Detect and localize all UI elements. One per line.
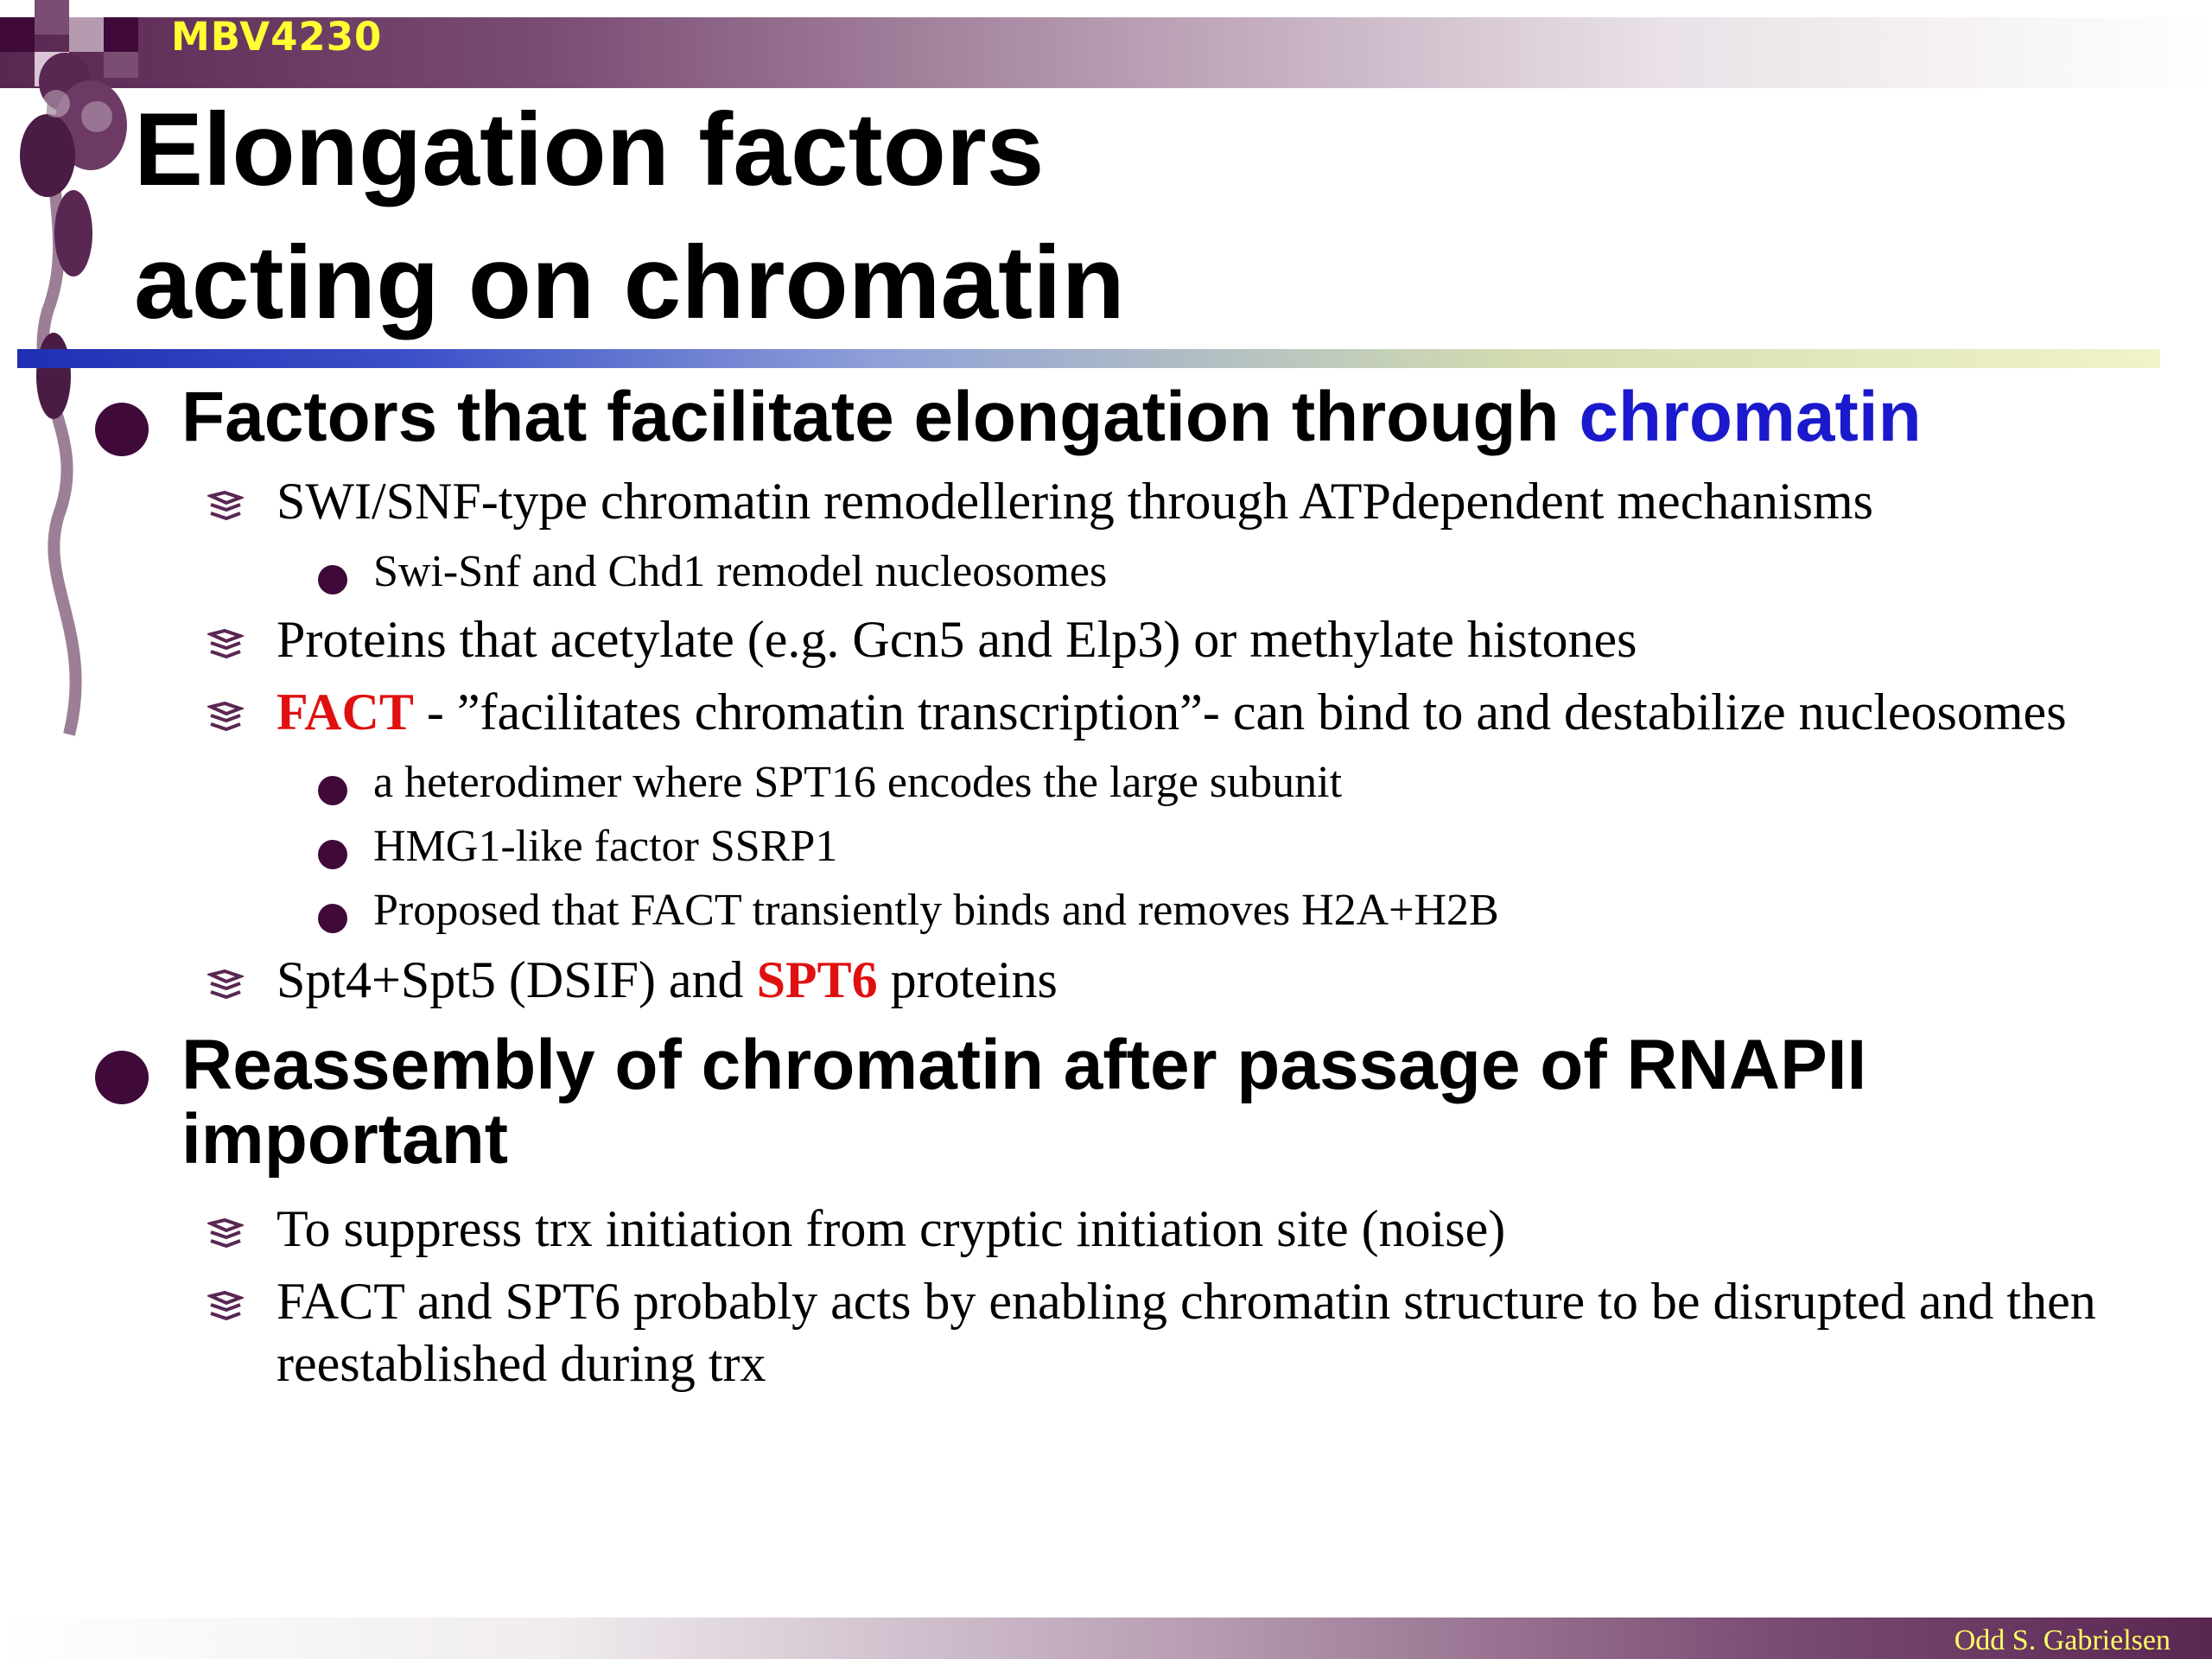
bullet-dot-icon xyxy=(318,904,347,933)
course-code-label: MBV4230 xyxy=(171,14,383,60)
bullet-dot-icon xyxy=(95,403,149,456)
book-stack-icon xyxy=(207,1289,244,1324)
spt6-highlight: SPT6 xyxy=(756,951,878,1008)
sub-bullet-text: SWI/SNF-type chromatin remodellering through ATPdependent mechanisms xyxy=(276,473,1873,530)
slide-title-line-1: Elongation factors xyxy=(134,92,1045,207)
book-stack-icon xyxy=(207,700,244,734)
sub-bullet-fact-spt6-acts xyxy=(276,1270,2160,1395)
bullet-dot-icon xyxy=(318,840,347,869)
bullet-text-line-1: Reassembly of chromatin after passage of RNAPII xyxy=(181,1026,1867,1104)
sub-bullet-suppress-trx xyxy=(276,1198,2160,1260)
sub-sub-bullet-hmg1 xyxy=(373,821,2101,873)
fact-highlight: FACT xyxy=(276,683,414,741)
sub-bullet-swi-snf xyxy=(276,470,2160,532)
bullet-factors-elongation xyxy=(181,380,2152,454)
sub-sub-bullet-text: Swi-Snf and Chd1 remodel nucleosomes xyxy=(373,547,1108,596)
bottom-footer-bar xyxy=(0,1618,2212,1659)
bullet-text-line-2: important xyxy=(181,1100,509,1179)
sub-sub-bullet-text: HMG1-like factor SSRP1 xyxy=(373,822,838,871)
sub-sub-bullet-swi-snf-chd1 xyxy=(373,546,2101,598)
sub-bullet-text: - ”facilitates chromatin transcription”- can bind to and destabilize nucleosomes xyxy=(413,683,2067,741)
slide-title-line-2: acting on chromatin xyxy=(134,225,1125,340)
sub-bullet-text: Spt4+Spt5 (DSIF) and xyxy=(276,951,757,1008)
sub-bullet-text: Proteins that acetylate (e.g. Gcn5 and Elp3) or methylate histones xyxy=(276,611,1637,668)
sub-bullet-fact xyxy=(276,681,2160,743)
author-label: Odd S. Gabrielsen xyxy=(1954,1624,2171,1656)
bullet-highlight-chromatin: chromatin xyxy=(1579,378,1922,456)
book-stack-icon xyxy=(207,1217,244,1251)
sub-bullet-spt4-spt5 xyxy=(276,949,2160,1011)
sub-bullet-tail: proteins xyxy=(877,951,1058,1008)
book-stack-icon xyxy=(207,968,244,1002)
sub-bullet-text: FACT and SPT6 probably acts by enabling chromatin structure to be disrupted and then reestablished during trx xyxy=(276,1273,2096,1392)
sub-sub-bullet-text: a heterodimer where SPT16 encodes the large subunit xyxy=(373,758,1343,807)
sub-sub-bullet-heterodimer xyxy=(373,757,2101,809)
bullet-text: Factors that facilitate elongation through xyxy=(181,378,1580,456)
sub-sub-bullet-text: Proposed that FACT transiently binds and removes H2A+H2B xyxy=(373,886,1499,935)
sub-bullet-text: To suppress trx initiation from cryptic initiation site (noise) xyxy=(276,1200,1506,1257)
book-stack-icon xyxy=(207,627,244,662)
bullet-dot-icon xyxy=(318,776,347,805)
sub-sub-bullet-proposed-fact xyxy=(373,885,2101,937)
bullet-dot-icon xyxy=(95,1051,149,1104)
sub-bullet-acetylate-proteins xyxy=(276,608,2160,671)
book-stack-icon xyxy=(207,489,244,524)
bullet-reassembly-chromatin xyxy=(181,1028,2152,1177)
bullet-dot-icon xyxy=(318,565,347,594)
